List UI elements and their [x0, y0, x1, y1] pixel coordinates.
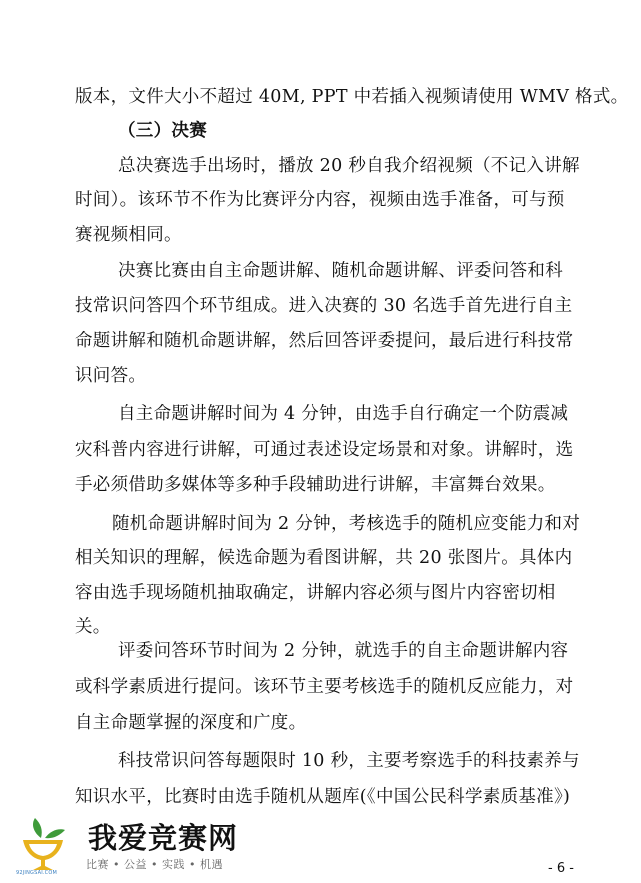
- trophy-logo-icon: [15, 814, 71, 874]
- text-line-13: 随机命题讲解时间为 2 分钟，考核选手的随机应变能力和对: [112, 514, 581, 534]
- brand-name: 我爱竞赛网: [88, 821, 239, 855]
- page-number: - 6 -: [548, 861, 574, 876]
- text-line-9: 识问答。: [75, 366, 147, 386]
- text-line-10: 自主命题讲解时间为 4 分钟，由选手自行确定一个防震减: [118, 404, 569, 424]
- text-line-4: 时间）。该环节不作为比赛评分内容，视频由选手准备，可与预: [75, 190, 565, 210]
- text-line-14: 相关知识的理解，候选命题为看图讲解，共 20 张图片。具体内: [75, 548, 573, 568]
- text-line-19: 自主命题掌握的深度和广度。: [75, 713, 307, 733]
- text-line-17: 评委问答环节时间为 2 分钟，就选手的自主命题讲解内容: [118, 641, 569, 661]
- brand-slogan: 比赛 • 公益 • 实践 • 机遇: [86, 858, 223, 871]
- text-line-21: 知识水平，比赛时由选手随机从题库(《中国公民科学素质基准》): [75, 787, 571, 807]
- text-line-8: 命题讲解和随机命题讲解，然后回答评委提问，最后进行科技常: [75, 331, 574, 351]
- text-line-20: 科技常识问答每题限时 10 秒，主要考察选手的科技素养与: [118, 751, 580, 771]
- text-line-18: 或科学素质进行提问。该环节主要考核选手的随机反应能力，对: [75, 677, 574, 697]
- text-line-3: 总决赛选手出场时，播放 20 秒自我介绍视频（不记入讲解: [118, 156, 580, 176]
- text-line-1: 版本，文件大小不超过 40M, PPT 中若插入视频请使用 WMV 格式。: [75, 87, 629, 107]
- text-line-12: 手必须借助多媒体等多种手段辅助进行讲解，丰富舞台效果。: [75, 475, 556, 495]
- text-line-6: 决赛比赛由自主命题讲解、随机命题讲解、评委问答和科: [118, 261, 563, 281]
- text-line-11: 灾科普内容进行讲解，可通过表述设定场景和对象。讲解时，选: [75, 440, 574, 460]
- page-footer: [0, 808, 641, 883]
- text-line-16: 关。: [75, 617, 111, 637]
- text-line-5: 赛视频相同。: [75, 225, 182, 245]
- text-line-15: 容由选手现场随机抽取确定，讲解内容必须与图片内容密切相: [75, 583, 556, 603]
- logo-url-text: 92JINGSAI.COM: [16, 870, 58, 876]
- section-heading-finals: （三）决赛: [118, 121, 207, 141]
- text-line-7: 技常识问答四个环节组成。进入决赛的 30 名选手首先进行自主: [75, 296, 573, 316]
